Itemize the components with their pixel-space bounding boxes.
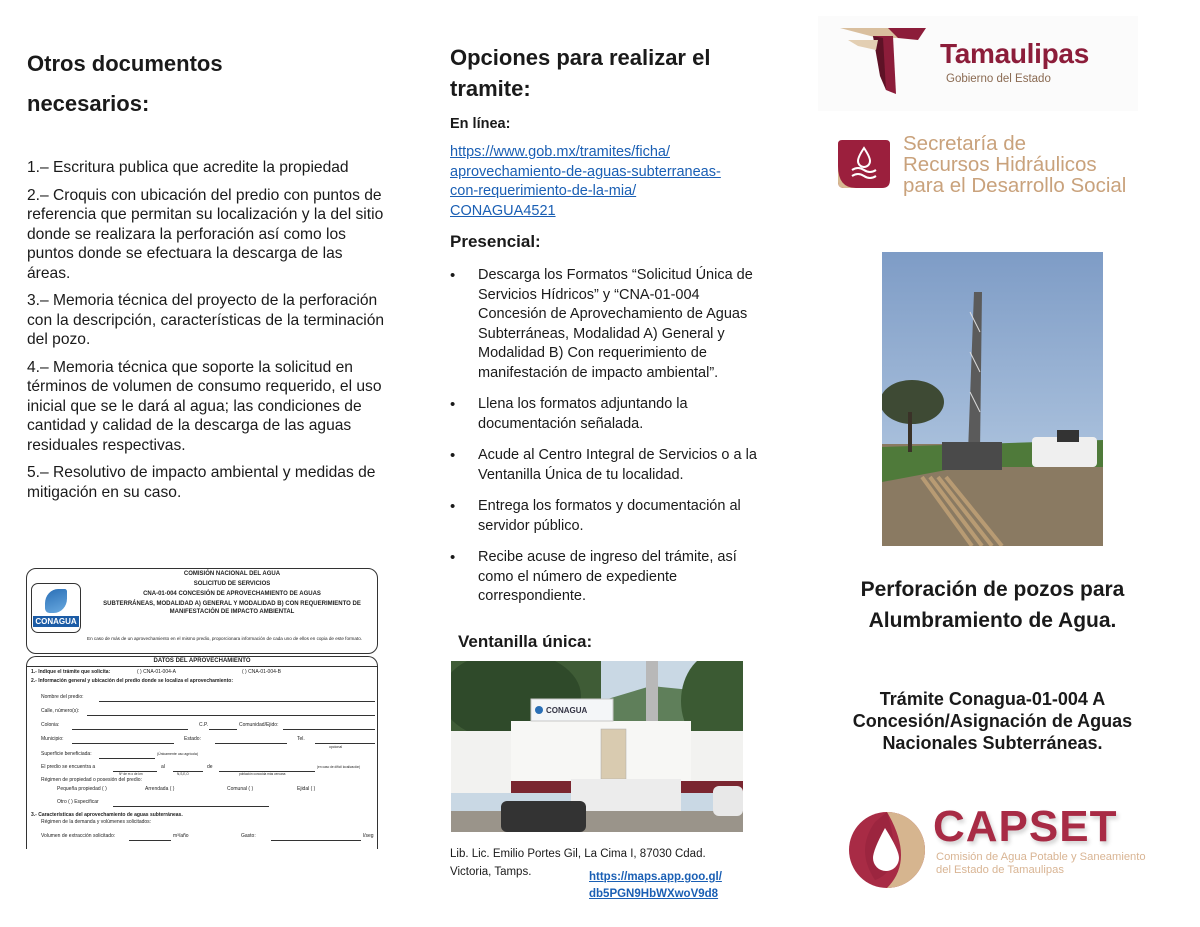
form-question: 1.- Indique el trámite que solicita: [31, 669, 111, 675]
capset-name: CAPSET [933, 802, 1118, 851]
form-header [26, 568, 378, 654]
secretaria-line: Recursos Hidráulicos [903, 153, 1097, 176]
single-window-label: Ventanilla única: [458, 632, 593, 651]
form-header-line: COMISIÓN NACIONAL DEL AGUA [183, 571, 281, 577]
capset-drop-icon [845, 800, 935, 895]
drilling-rig-photo [882, 252, 1103, 546]
requirement-item: 2.– Croquis con ubicación del predio con puntos de referencia que permitan su localización y la del sitio donde se realizara la perforación así como los puntos donde se efectuara la descarga de las áreas. [27, 186, 384, 282]
form-field-label: Gasto: [241, 833, 256, 839]
secretaria-line: Secretaría de [903, 132, 1027, 155]
office-sign-text: CONAGUA [546, 706, 588, 715]
form-field-label: Nombre del predio: [41, 694, 84, 700]
brochure-subtitle [820, 688, 1165, 754]
subtitle-line: Nacionales Subterráneas. [882, 733, 1103, 753]
subtitle-line: Trámite Conagua-01-004 A [879, 689, 1106, 709]
form-checkbox-option: Arrendada ( ) [145, 786, 175, 792]
form-field-hint: (en caso de difícil localización) [317, 765, 361, 769]
form-field-hint: (Únicamente uso agrícola) [157, 752, 199, 756]
form-checkbox-option: Comunal ( ) [227, 786, 254, 792]
form-field-label: C.P. [199, 722, 209, 728]
form-field-hint: Nº de m o de km [119, 772, 143, 776]
form-field-label: Régimen de propiedad o posesión del predio: [41, 777, 142, 783]
office-address: Lib. Lic. Emilio Portes Gil, La Cima I, 87030 Cdad. Victoria, Tamps. [450, 848, 706, 878]
tamaulipas-subtitle: Gobierno del Estado [946, 73, 1051, 85]
form-field-label: Comunidad/Ejido: [239, 722, 279, 728]
form-field-unit: m³/año [173, 833, 189, 839]
title-line: necesarios: [27, 91, 150, 116]
conagua-office-photo [451, 661, 743, 832]
office-photo-illustration [451, 661, 743, 832]
tamaulipas-name: Tamaulipas [940, 38, 1089, 69]
step-item: • Acude al Centro Integral de Servicios o a la Ventanilla Única de tu localidad. [450, 446, 760, 485]
title-line: Otros documentos [27, 51, 223, 76]
form-header-line: SOLICITUD DE SERVICIOS [193, 581, 271, 587]
link-line: aprovechamiento-de-aguas-subterraneas- [450, 163, 721, 180]
form-header-line: MANIFESTACIÓN DE IMPACTO AMBIENTAL [169, 609, 295, 615]
form-field-label: Calle, número(s): [41, 708, 80, 714]
form-checkbox-option: Ejidal ( ) [297, 786, 316, 792]
maps-link[interactable] [589, 869, 722, 903]
link-line: https://maps.app.goo.gl/ [589, 871, 722, 883]
link-line: con-requerimiento-de-la-mia/ [450, 183, 637, 199]
secretaria-line: para el Desarrollo Social [903, 174, 1127, 197]
form-header-line: SUBTERRÁNEAS, MODALIDAD A) GENERAL Y MODALIDAD B) CON REQUERIMIENTO DE [103, 601, 361, 607]
brochure-main-title: Perforación de pozos para Alumbramiento de Agua. [860, 578, 1125, 632]
form-section-title: DATOS DEL APROVECHAMIENTO [27, 657, 377, 667]
step-item: • Recibe acuse de ingreso del trámite, así como el número de expediente correspondiente. [450, 548, 760, 607]
tamaulipas-t-icon [818, 16, 928, 111]
water-wave-icon [45, 589, 67, 613]
subtitle-line: Concesión/Asignación de Aguas [852, 711, 1133, 731]
capset-subtitle [936, 851, 1146, 877]
form-field-hint: N,S,E,O [177, 772, 189, 776]
form-field-label: al [161, 764, 165, 770]
form-checkbox-option: ( ) CNA-01-004-B [242, 669, 281, 675]
options-title: Opciones para realizar el tramite: [450, 45, 711, 101]
conagua-logo-label: CONAGUA [33, 616, 79, 627]
conagua-logo [31, 583, 81, 633]
form-field-label: de [207, 764, 213, 770]
form-field-label: Estado: [184, 736, 201, 742]
form-field-label: Volumen de extracción solicitado: [41, 833, 116, 839]
form-field-label: Tel. [297, 736, 305, 742]
online-label: En línea: [450, 116, 511, 132]
capset-subtitle-line: del Estado de Tamaulipas [936, 864, 1064, 876]
form-field-label: Régimen de la demanda y volúmenes solicitados: [41, 819, 152, 825]
form-field-label: Municipio: [41, 736, 64, 742]
secretaria-name [903, 133, 1163, 196]
form-field-hint: opcional [329, 745, 343, 749]
form-question: 2.- Información general y ubicación del predio donde se localiza el aprovechamiento: [31, 678, 233, 684]
form-header-line: CNA-01-004 CONCESIÓN DE APROVECHAMIENTO DE AGUAS [143, 591, 321, 597]
step-item: • Descarga los Formatos “Solicitud Única de Servicios Hídricos” y “CNA-01-004 Concesión de Aprovechamiento de Aguas Subterráneas, Modalidad A) General y Modalidad B) Con requerimiento de manifestación de impacto ambiental”. [450, 266, 760, 383]
water-drop-icon [836, 136, 891, 190]
requirement-item: 4.– Memoria técnica que soporte la solicitud en términos de volumen de consumo requerido, el uso inicial que se le dará al agua; las condiciones de cantidad y calidad de la descarga de las aguas residuales respectivas. [27, 358, 382, 454]
capset-subtitle-line: Comisión de Agua Potable y Saneamiento [936, 851, 1146, 863]
requirement-item: 1.– Escritura publica que acredite la propiedad [27, 159, 349, 176]
form-checkbox-option: Pequeña propiedad ( ) [57, 786, 107, 792]
requirements-list [27, 158, 387, 510]
requirement-item: 3.– Memoria técnica del proyecto de la perforación con la descripción, características de la terminación del pozo. [27, 292, 385, 348]
form-question: 3.- Características del aprovechamiento de aguas subterráneas. [31, 812, 183, 818]
form-field-label: Superficie beneficiada: [41, 751, 92, 757]
form-field-unit: l/seg [363, 833, 374, 839]
other-documents-title [27, 44, 387, 124]
form-body [26, 656, 378, 849]
drilling-rig-illustration [882, 252, 1103, 546]
requirement-item: 5.– Resolutivo de impacto ambiental y medidas de mitigación en su caso. [27, 464, 376, 501]
step-item: • Llena los formatos adjuntando la documentación señalada. [450, 395, 760, 434]
form-field-label: El predio se encuentra a [41, 764, 96, 770]
form-checkbox-option: Otro ( ) Especificar [57, 799, 99, 805]
form-field-hint: población conocida más cercana [239, 772, 286, 776]
link-line: CONAGUA4521 [450, 202, 556, 219]
conagua-form-preview [24, 567, 381, 849]
in-person-label: Presencial: [450, 232, 541, 251]
online-procedure-link[interactable] [450, 143, 750, 221]
step-item: • Entrega los formatos y documentación al servidor público. [450, 497, 760, 536]
link-line: https://www.gob.mx/tramites/ficha/ [450, 144, 670, 160]
form-checkbox-option: ( ) CNA-01-004-A [137, 669, 176, 675]
form-note: En caso de más de un aprovechamiento en el mismo predio, proporcionara información de cada uno de ellos en copia de este formato. [87, 636, 363, 641]
in-person-steps-list [450, 266, 760, 619]
form-field-label: Colonia: [41, 722, 60, 728]
link-line: db5PGN9HbWXwoV9d8 [589, 888, 719, 900]
